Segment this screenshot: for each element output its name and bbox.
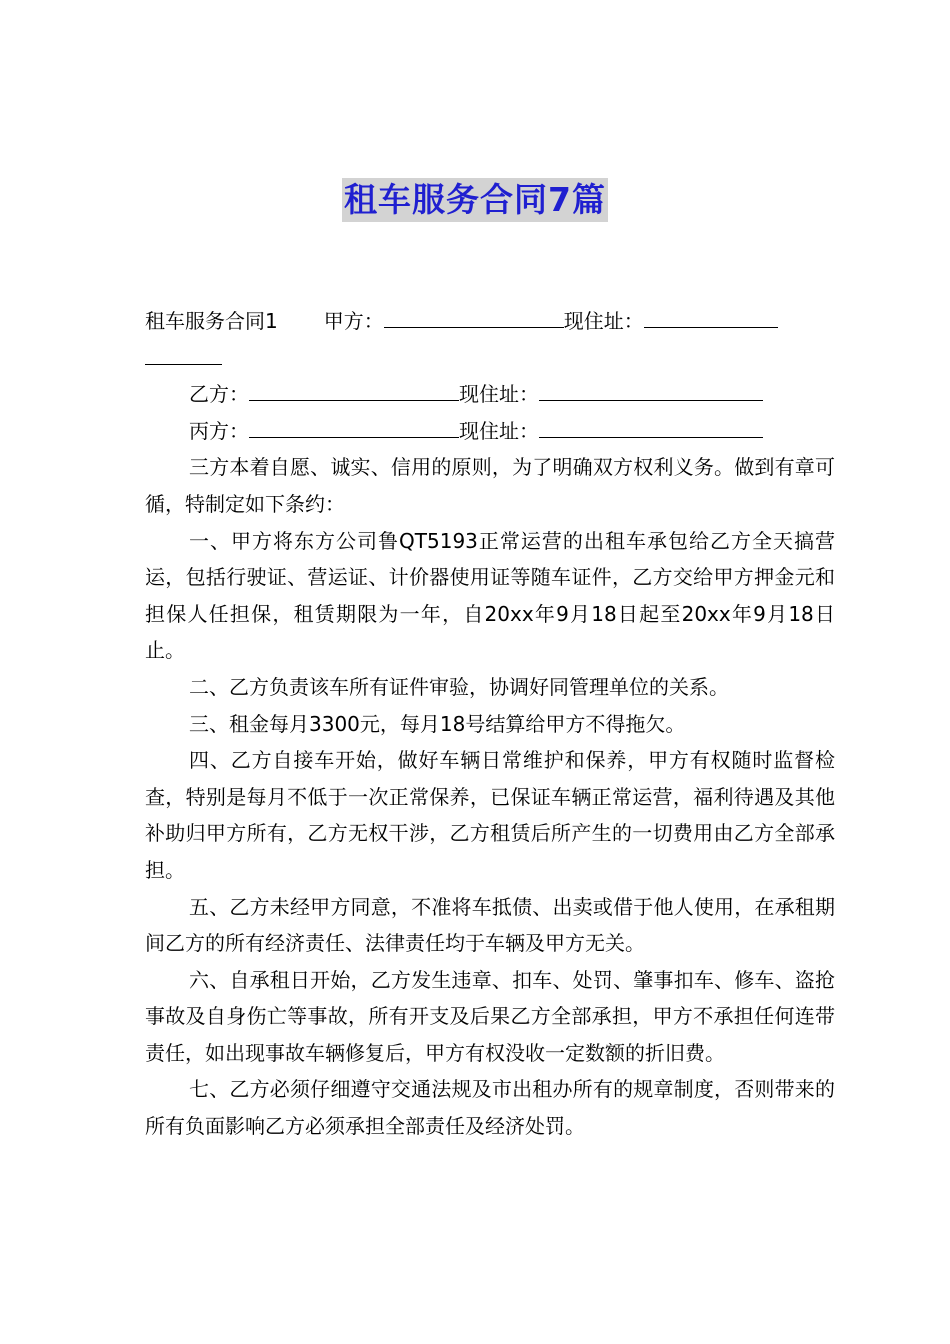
paragraph-preamble: 三方本着自愿、诚实、信用的原则，为了明确双方权利义务。做到有章可循，特制定如下条约： bbox=[145, 455, 835, 516]
party-b-line bbox=[145, 376, 835, 413]
party-b-name-blank bbox=[249, 378, 459, 401]
party-a-line bbox=[145, 303, 835, 376]
document-title-text: 租车服务合同7篇 bbox=[342, 178, 608, 222]
party-a-label: 甲方： bbox=[323, 309, 384, 333]
contract-heading: 租车服务合同1 bbox=[145, 309, 278, 333]
document-body bbox=[145, 303, 835, 1145]
paragraph-clause-2: 二、乙方负责该车所有证件审验，协调好同管理单位的关系。 bbox=[189, 674, 729, 699]
paragraph-clause-5: 五、乙方未经甲方同意，不准将车抵债、出卖或借于他人使用，在承租期间乙方的所有经济责任、法律责任均于车辆及甲方无关。 bbox=[145, 894, 835, 956]
party-c-address-label: 现住址： bbox=[459, 418, 539, 443]
party-c-line bbox=[145, 413, 835, 450]
party-b-label: 乙方： bbox=[189, 382, 249, 407]
party-a-name-blank bbox=[384, 305, 564, 328]
party-c-name-blank bbox=[249, 415, 459, 438]
paragraph-clause-4: 四、乙方自接车开始，做好车辆日常维护和保养，甲方有权随时监督检查，特别是每月不低于一次正常保养，已保证车辆正常运营，福利待遇及其他补助归甲方所有，乙方无权干涉，乙方租赁后所产生的一切费用由乙方全部承担。 bbox=[145, 748, 835, 882]
party-a-address-blank-cont bbox=[145, 342, 222, 365]
paragraph-clause-1: 一、甲方将东方公司鲁QT5193正常运营的出租车承包给乙方全天搞营运，包括行驶证、营运证、计价器使用证等随车证件，乙方交给甲方押金元和担保人任担保，租赁期限为一年，自20xx年9月18日起至20xx年9月18日止。 bbox=[145, 528, 835, 663]
party-a-address-label: 现住址： bbox=[563, 309, 644, 333]
party-c-label: 丙方： bbox=[189, 418, 249, 443]
paragraph-clause-7: 七、乙方必须仔细遵守交通法规及市出租办所有的规章制度，否则带来的所有负面影响乙方必须承担全部责任及经济处罚。 bbox=[145, 1077, 835, 1139]
party-b-address-blank bbox=[539, 378, 763, 401]
party-b-address-label: 现住址： bbox=[459, 382, 539, 407]
party-c-address-blank bbox=[539, 415, 763, 438]
paragraph-clause-6: 六、自承租日开始，乙方发生违章、扣车、处罚、肇事扣车、修车、盗抢事故及自身伤亡等事故，所有开支及后果乙方全部承担，甲方不承担任何连带责任，如出现事故车辆修复后，甲方有权没收一定数额的折旧费。 bbox=[145, 967, 835, 1065]
paragraph-clause-3: 三、租金每月3300元，每月18号结算给甲方不得拖欠。 bbox=[189, 711, 686, 736]
party-a-address-blank bbox=[644, 305, 778, 328]
document-title bbox=[0, 178, 950, 222]
